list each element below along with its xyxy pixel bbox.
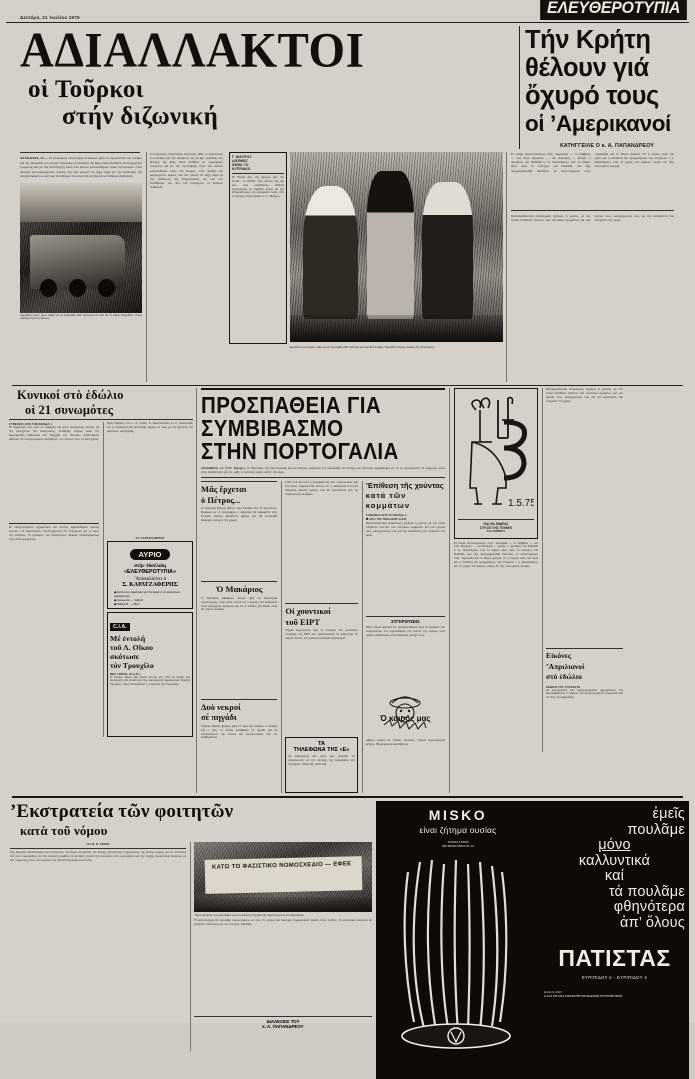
eirt-headline-1: Οἱ χουντικοί	[285, 606, 331, 617]
students-footer-kicker-2: κ. Α. ΠΑΠΑΝΔΡΕΟΥ	[262, 1024, 304, 1030]
right-misc-column	[449, 388, 627, 793]
karatzaferis-bullet-1: ◆ Λευκωσία — ’Αθήνα	[113, 597, 143, 602]
patistas-line-1: ἐμεῖς	[652, 806, 685, 823]
images-column-body: Προπαγανδιστική ἀνακοίνωση ἐξέδωσε ἡ χούντα, μέ τήν ὁποία ἐπιτίθεται ἐναντίον τῶν πολιτικῶν κομμάτων καί τῶν ἡγετῶν τους, κατηγορῶντας τους γιά τήν κατάσταση πού ἐπικρατεῖ στή χώρα.	[546, 388, 623, 403]
mavros-line2: ΘΕΜΑ ΤΟ	[232, 163, 249, 167]
students-body: Τήν Κυριακή Συνδιάσκεψη τῶν φοιτητικῶν συλλόγων ἀποφάσισε τήν ἔναρξη ἐκστρατείας ἐνημερώσεως τῆς κοινῆς γνώμης γιά τίς συνέπειες τοῦ νέου νομοσχεδίου γιά τήν ἀνώτατη παιδεία. Οἱ φοιτητές ζητοῦν τήν ἀπόσυρση τοῦ νομοσχεδίου καί τήν ἔναρξη οὐσιαστικοῦ διαλόγου μέ τήν συμμετοχή ὅλων τῶν φορέων τῆς πανεπιστημιακῆς κοινότητος.	[10, 851, 186, 862]
phones-body: Οἱ ἀναγνῶστες καί φίλοι μας μποροῦν νά ἐπικοινωνοῦν μέ τήν σύνταξη τῆς ἐφημερίδος στά τηλέφωνα: 3235.144, 3235.145.	[288, 755, 355, 766]
portugal-lead-text: Ὁ Πρόεδρος τῆς Πορτογαλίας Κόστα Γκόμες «φαίνεται ὅτι προσπαθεῖ νά πετύχη μιά πολιτική συμβιβασμό μέ τό νά προσκαλέση τά κόμματα, πίσω στήν Κυβέρνηση γιά νά λυθῆ ἡ πολιτική κρίση αὐτήν τήν ὥρα.	[201, 466, 445, 475]
students-body-2: Ἡ κινητοποίηση θά περιλάβη συγκεντρώσεις σέ ὅλες τίς σχολές καί διανομή ἐνημερωτικοῦ ὑλικοῦ στούς πολῖτες. Οἱ φοιτητικοί σύλλογοι θά ζητήσουν συνάντηση μέ τόν ὑπουργό Παιδείας.	[194, 919, 372, 927]
phones-box	[285, 737, 357, 793]
junta-body: Προπαγανδιστική ἀνακοίνωση ἐξέδωσε ἡ χούντα, μέ τήν ὁποία ἐπιτίθεται ἐναντίον τῶν πολιτικῶν κομμάτων καί τῶν ἡγετῶν τους, κατηγορῶντας τους γιά τήν κατάσταση πού ἐπικρατεῖ στή χώρα.	[365, 522, 445, 537]
petros-column	[201, 481, 277, 793]
patistas-line-7: φθηνότερα	[613, 899, 685, 916]
patistas-foot-2: ● ΚΑΙ ΜΕ ΜΙΑ ΕΠΙΣΚΕΨΗ ΠΡΟΣΩΠΙΚΗ ΕΞΥΠΗΡΕΤΗΣΗ	[543, 994, 623, 999]
patistas-line-4: καλλυντικά	[578, 852, 651, 869]
middle-rule	[12, 385, 683, 386]
petros-headline-2: ὁ Πέτρος...	[201, 494, 241, 505]
right-story-body: Σέ κλίμα συγκεντρώσεως στήν ’Αμαλιάδα — τό Σάββατο — καί στήν Ριζόμυλο — τήν Κυριακή — μίλησε ὁ πρόεδρος τοῦ ΠΑΣΟΚ κ. Α. Παπανδρέου, ἀπό τό ὑψηλό ὕψος πρός τό στέλεχος τοῦ ΠΑΣΟΚ, πού εἶχε προγραμματισθῆ ἰδιαίτερα, οἱ συγκεντρώσεις στήν ’Αμαλιάδα καί τό Πήλιο ἄφησαν ὅτι ἡ πορεία ὑπέρ τοῦ λαοῦ καί ἡ ἀντίθεσις θά προχωρήσουν. Στό Ριζόμυλο ὁ κ. Παπανδρέου, ἀπό τό μέρος τοῦ ἀγῶνος τονίζει ὅτι εἶχε πυκνωμένη ἀλλαγή.	[511, 152, 674, 173]
images-body: Οἱ φωτογραφίες τῶν κατηγορουμένων ἀξιωματικῶν πού καταλαμβάνουν τό ἐδώλιο τοῦ κατηγορουμένου δημοσιεύονται σέ ὅλες τίς ἐφημερίδες.	[546, 688, 623, 700]
upper-content-row	[6, 152, 689, 382]
trial-column	[6, 388, 196, 793]
images-column	[542, 388, 623, 752]
karatzaferis-line2: «ΕΛΕΥΘΕΡΟΤΥΠΙΑ»	[124, 569, 176, 575]
main-story-column	[6, 152, 146, 382]
petros-headline-1: Μᾶς ἔρχεται	[201, 484, 247, 495]
trial-body-col-1	[9, 422, 99, 737]
images-headline-2: ’Απριλιανοί	[546, 661, 585, 671]
masthead-logo: ΕΛΕΥΘΕΡΟΤΥΠΙΑ	[540, 0, 687, 20]
misko-tiny-1: ΤΕΛΕΙΑ ΓΕΥΣΗ	[447, 840, 469, 845]
students-column	[6, 801, 376, 1079]
main-subheadline-line2: στήν διζωνική	[62, 103, 219, 130]
portugal-column	[196, 388, 449, 793]
junta-column	[362, 481, 445, 793]
main-lead-dateline: ΛΕΥΚΩΣΙΑ, 21.—	[20, 156, 49, 160]
patistas-foot-1: ● ἀπό τό 1915	[543, 990, 562, 995]
sketch-column	[454, 388, 538, 752]
trial-kicker: ΣΥΝΕΧΕΙΑ ΑΠΟ ΤΗΝ ΣΕΛΙΔΑ 1	[9, 422, 53, 426]
trial-headline-1: Κυνικοί στὸ ἑδώλιο	[17, 388, 124, 402]
eirt-headline-2: τοῦ ΕΙΡΤ	[285, 616, 320, 627]
patistas-line-5: καί	[604, 868, 625, 885]
bottom-band	[6, 801, 689, 1079]
junta-headline-1: ’Επίθεση τῆς χούντας	[365, 481, 444, 491]
cia-line2: τοῦ Λ. Οἴκου	[109, 642, 154, 652]
patistas-line-6: τά πουλᾶμε	[608, 883, 685, 900]
cyprus-rally-caption: Δωρηθέντα μέσα ἔχουν λάβει γιά νά προληφθῆ κάθε ἀπόπειρα καί πάλι θά τὰ δοῦμε. Θυμηθεῖτε ἐπίσης ὀπαδούς τῆς ἀντιστάσεως.	[289, 345, 436, 349]
trial-headline-2: οἱ 21 συνωμότες	[25, 402, 114, 417]
well-body: Τραγικό θάνατο βρῆκαν χθές τό πρωί δύο ἄνδρες, ὁ πατέρας καί ὁ γιός, οἱ ὁποῖοι κατέβηκαν σέ πηγάδι γιά νά ἐπισκευάσουν τήν ἀντλία καί ἀσφυκτιοῦσαν ἀπό τίς ἀναθυμιάσεις.	[201, 724, 278, 740]
mavros-line1: ΔΙΕΘΝΕΣ	[232, 159, 248, 163]
cartoon-sketch-icon	[458, 392, 534, 512]
main-lead	[20, 156, 142, 179]
students-text-col	[10, 842, 186, 1051]
weather-title: Ὁ καιρός μας	[380, 714, 431, 724]
cia-line4: τόν Τρουχίλο	[109, 660, 154, 670]
portugal-lead	[201, 466, 445, 474]
armored-vehicle-caption: Δωρηθέντα μέσα ἔχουν λάβει γιά νά προληφθῆ κάθε ἀπόπειρα καί πάλι θά τὰ δοῦμε. Θυμηθεῖτε ἐπίσης ὀπαδούς τῆς ἀντιστάσεως.	[20, 314, 142, 321]
karatzaferis-bullet-0: ◆ Κάτι πολύ σημαντικό γιά τήν δράση τοῦ φασιστικοῦ παρακράτους	[113, 589, 181, 598]
patistas-address: ΕΥΡΙΠΙΔΟΥ 2 - ΕΥΡΙΠΙΔΟΥ 4	[581, 975, 648, 981]
weather-body: Αἴθριος καιρός μέ τοπικές νεφώσεις. Ἄνεμοι βορειοδυτικοί μέτριοι. Θερμοκρασία ἀμετάβλητη.	[365, 739, 445, 747]
middle-band	[6, 388, 689, 793]
students-content-row	[10, 842, 372, 1051]
petros-body: Ὁ πρίγκιπας Πέτρος φθάνει στήν Ἑλλάδα στίς 15 Αὐγούστου. Σύμφωνα μέ τό πρόγραμμα, ὁ πρίγκιπας θά παραμείνη στήν Ἑλλάδα περίπου δεκαπέντε ἡμέρες καί θά ἐπισκεφθῆ διάφορες περιοχές τῆς χώρας.	[201, 507, 278, 522]
top-bar	[6, 0, 689, 20]
trial-body: Ἡ συμμετοχή τῶν «21» σέ ἀνώμαλη καί μόνο συνωμοτική κίνηση, μέ τήν καταγγελία τοῦ εἰσαγγελέως, ἀπεδείχθη πλήρως κατά τήν ἀκροαματική διαδικασία πού διεξήχθη στό Ἔκτακτο Στρατοδικεῖο Ἀθηνῶν. Οἱ κατηγορούμενοι ἀρνήθηκαν στό σύνολό τους τίς κατηγορίες.	[9, 426, 99, 441]
date-line: Δευτέρα, 21 Ἰουλίου 1975	[20, 15, 80, 20]
karatzaferis-bullet-2: ◆ ΕΟΚΑ Β΄ — ΕΣΑ	[113, 601, 140, 606]
makarios-headline: Ὁ Μακάριος	[215, 584, 263, 595]
karatzaferis-line4: Σ. ΚΑΡΑΤΖΑΦΕΡΗΣ	[122, 581, 178, 588]
student-photo-caption: Πανό φοιτητῶν πού ἀναρτήθηκε κατά τή διάρκεια τῆς χθεσινῆς συγκεντρώσεως στά Προπύλαια.	[195, 913, 304, 917]
upper-text-1: Ὁ κυπριακός ἑλληνισμός ἀνανέωσε χθές τό ἀγωνιστικό του πνεῦμα καί τήν ἀπόφασή του νά μήν ὑποκύψη στή δύναμη τῆς βίας, ἀλλά ἀντίθετα νά προχωρήση ἑνωμένος καί μέ τήν ὑποστήριξη ὅλων τῶν ἄλλων φιλελευθέρων λαῶν τοῦ κόσμου, στόν σκληρό καί μακροχρόνιο ἀγώνα, πού δέν μπορεῖ νά λήξη παρά μέ τήν ἀνάκτηση τῆς ἀνεξαρτησίας του καί τῶν ἐλευθεριῶν του πού τοῦ ἐστέρησαν οἱ Τοῦρκοι εἰσβολεῖς.	[150, 152, 223, 190]
students-footer-kicker-1: ΔΙΑΛΕΞΕΙΣ ΤΟΥ	[266, 1019, 300, 1025]
right-headline-kicker: ΚΑΤΗΓΓΕΙΛΕ Ο κ. Α. ΠΑΠΑΝΔΡΕΟΥ	[559, 143, 655, 149]
student-banner-text: ΚΑΤΩ ΤΟ ΦΑΣΙΣΤΙΚΟ ΝΟΜΟΣΧΕΔΙΟ — ΕΦΕΕ	[211, 861, 352, 872]
misko-slogan: είναι ζήτημα ουσίας	[419, 825, 497, 836]
karatzaferis-kicker: ΣΤ. ΚΑΡΑΤΖΑΦΕΡΗΣ	[135, 536, 165, 540]
trial-body-col-2	[103, 422, 193, 737]
headline-row	[6, 22, 689, 149]
syg-body: Πέντε ἄτομα φέρεται ὅτι τραυματίσθηκαν κατά τή διάρκεια τῶν συγκρούσεων πού σημειώθηκαν στό κέντρο τῆς πόλεως, ὅταν ὁμάδες διαδηλωτῶν συνεπλάκησαν μεταξύ τους.	[365, 626, 445, 637]
sketch-caption-2: ΣΤΗ ΣΕΙ ΤΗΣ ΤΕΧΝΗΣ	[479, 526, 513, 531]
svg-text:1.5.75: 1.5.75	[508, 498, 534, 509]
cia-line1: Μέ ἐντολή	[109, 633, 146, 643]
sketch-caption-3: Τοῦ ΛΑΜΠΡΟΥ	[486, 530, 506, 534]
patistas-line-2: πουλᾶμε	[627, 821, 685, 838]
patistas-line-8: ἀπ’ ὅλους	[620, 914, 685, 931]
patistas-line-3: μόνο	[598, 837, 631, 854]
trial-body-right: Πρός Ρυθμίση τοῦ κ. Α. Στάθη, Κ. Κωνσταντάκη κ.λ.π. ἀνεκοινώθη ὅτι ἡ συνεδρίαση θά συνεχισθῆ σήμερα τό πρωί μέ τήν ἐξέταση τῶν μαρτύρων κατηγορίας.	[106, 422, 193, 433]
right-story-column	[506, 152, 678, 382]
portugal-subcolumns	[201, 481, 445, 793]
mavros-line3: ΚΥΠΡΙΑΚΟ	[232, 167, 251, 171]
karatzaferis-line3: ’Αποκαλύπτει ὁ	[134, 576, 166, 582]
portugal-headline-3: ΣΤΗΝ ΠΟΡΤΟΓΑΛΙΑ	[201, 439, 399, 465]
junta-bullet: ❶ ΑΠΟ ΤΗΣ ΘΡΑΚΙΚΗΣ ΖΩΗΣ	[365, 517, 407, 522]
mavros-row	[229, 152, 503, 344]
main-lead-text: Ὁ κυπριακός ἑλληνισμός ἀνανέωσε χθές τό ἀγωνιστικό του πνεῦμα καί τήν ἀπόφασή του νά μήν ὑποκύψη στή δύναμη τῆς βίας, ἀλλά ἀντίθετα νά προχωρήση ἑνωμένος καί μέ τήν ὑποστήριξη ὅλων τῶν ἄλλων φιλελευθέρων λαῶν τοῦ κόσμου, στόν σκληρό καί μακροχρόνιο ἀγώνα, πού δέν μπορεῖ νά λήξη παρά μέ τήν ἀνάκτηση τῆς ἀνεξαρτησίας του καί τῶν ἐλευθεριῶν του πού τοῦ ἐστέρησαν οἱ Τοῦρκοι εἰσβολεῖς.	[20, 156, 142, 178]
mavros-box	[229, 152, 287, 344]
lead-wrap	[6, 156, 146, 179]
students-byline: τοῦ Φ. Π. ΖΕΝΟΣ	[86, 842, 110, 847]
mavros-name: Γ. ΜΑΥΡΟΣ	[232, 155, 252, 159]
right-headline-line4: οἱ ’Αμερικανοί	[525, 111, 671, 136]
cia-line3: σκότωσε	[109, 651, 140, 661]
phones-line1: ΤΑ	[318, 741, 326, 748]
main-headline: ΑΔΙΑΛΛΑΚΤΟΙ	[20, 22, 365, 78]
weather-box	[366, 689, 445, 769]
portugal-headline-2: ΣΥΜΒΙΒΑΣΜΟ	[201, 416, 344, 442]
karatzaferis-box[interactable]	[107, 541, 193, 609]
misko-ad[interactable]	[376, 801, 540, 1079]
sketch-column-body: Σέ κλίμα συγκεντρώσεως στήν ’Αμαλιάδα — τό Σάββατο — καί στήν Ριζόμυλο — τήν Κυριακή — μίλησε ὁ πρόεδρος τοῦ ΠΑΣΟΚ κ. Α. Παπανδρέου, ἀπό τό ὑψηλό ὕψος πρός τό στέλεχος τοῦ ΠΑΣΟΚ, πού εἶχε προγραμματισθῆ ἰδιαίτερα, οἱ συγκεντρώσεις στήν ’Αμαλιάδα καί τό Πήλιο ἄφησαν ὅτι ἡ πορεία ὑπέρ τοῦ λαοῦ καί ἡ ἀντίθεσις θά προχωρήσουν. Στό Ριζόμυλο ὁ κ. Παπανδρέου, ἀπό τό μέρος τοῦ ἀγῶνος τονίζει ὅτι εἶχε πυκνωμένη ἀλλαγή.	[454, 541, 538, 568]
sketch-box	[454, 388, 538, 539]
mavros-body: Ἡ Ἑλλάς ἔχει τήν ἀξίωση ἀπό τήν Ε.Ο.Κ., τό ΝΑΤΟ, τούς φίλους της καί ἀπό τούς ὑπευθύνους διεθνεῖς ὀργανισμούς νά ληφθοῦν μέτρα γιά τήν ἀποκατάσταση τοῦ κυπριακοῦ λαοῦ, εἶπε ὁ ὑπουργός Ἐξωτερικῶν κ. Γ. Μαῦρος.	[232, 176, 284, 199]
students-headline-1: ’Εκστρατεία τῶν φοιτητῶν	[10, 801, 234, 823]
mavros-photo-column	[226, 152, 506, 382]
trial-body-row	[9, 422, 193, 737]
patistas-ad[interactable]	[540, 801, 689, 1079]
student-banner-photo	[194, 842, 372, 912]
right-headline-line1: Τήν Κρήτη	[525, 26, 651, 54]
well-headline-1: Δυὸ νεκροί	[201, 701, 241, 712]
right-story-body-2: Προπαγανδιστική ἀνακοίνωση ἐξέδωσε ἡ χούντα, μέ τήν ὁποία ἐπιτίθεται ἐναντίον τῶν πολιτικῶν κομμάτων καί τῶν ἡγετῶν τους, κατηγορῶντας τους γιά τήν κατάσταση πού ἐπικρατεῖ στή χώρα.	[511, 214, 674, 223]
well-headline-2: σέ πηγάδι	[201, 712, 237, 723]
right-headline-line3: ὄχυρό τους	[525, 82, 659, 110]
patistas-brand: ΠΑΤΙΣΤΑΣ	[558, 945, 671, 972]
students-headline-2: κατὰ τοῦ νόμου	[20, 823, 108, 839]
junta-kicker: ΣΥΝΕΧΕΙΑ ΑΠΟ ΤΗ ΣΕΛΙΔΑ 1	[365, 513, 407, 518]
cia-dateline: ΝΕΑ ΥΟΡΚΗ, 21 (Ι.Ρ.).	[109, 671, 141, 676]
karatzaferis-line1: στήν 16σέλιδη	[134, 563, 166, 569]
syg-headline: ΣΥΓΚΡΟΥΣΕΙΣ	[391, 619, 420, 625]
makarios-body: Ὁ Πρόεδρος Μακάριος μίλησε χθές σέ Πανκύπρια συγκέντρωση, στήν ὁποία τόνισε ὅτι ὁ ἀγώνας τοῦ κυπριακοῦ λαοῦ συνεχίζεται ἀμείωτος καί ὅτι οἱ ἐλπίδες γιά δίκαιη λύση δέν ἔχουν ἐκλείψει.	[201, 596, 278, 612]
portugal-body-column	[281, 481, 357, 793]
pasta-illustration-icon	[380, 852, 535, 1052]
armored-vehicle-photo	[20, 183, 142, 313]
right-headline-block	[519, 26, 689, 149]
upper-text-column-1	[146, 152, 226, 382]
tomorrow-pill: ΑΥΡΙΟ	[130, 549, 171, 560]
portugal-dateline: ΛΙΣΑΒΩΝΑ, 21. (’Ι.Ρ. Τηλεγρ.).	[201, 466, 246, 470]
bottom-rule	[12, 796, 683, 798]
portugal-body: Γιατί ἔτσι θά εἶναι ἡ ἀπομάκρυνση τῶν στρατιωτικῶν καί πολιτικῶν. Σημειώνεται πάντως ὅτι ἡ διαδικασία αὐτή θά διαρκέση ἀρκετές ἡμέρες, ἐνῶ 40 προσωπότες ἀπό τίς στρατιωτικές δυνάμεις.	[285, 481, 358, 496]
students-photo-col	[190, 842, 372, 1051]
cyprus-rally-photo	[290, 152, 503, 342]
main-subheadline	[6, 76, 519, 130]
sketch-caption-1: ΚΑΙ ΘΑ ΑΝΔΡΑΣ	[483, 522, 509, 526]
eirt-body: Ἔχομε δημοσιεύσει ἤδη τά ὀνόματα τῶν χουντικῶν στελεχῶν τοῦ ΕΙΡΤ πού ἐξακολουθοῦν νά ὑπηρετοῦν σέ καίριες θέσεις τοῦ ραδιοτηλεοπτικοῦ ὀργανισμοῦ.	[285, 629, 358, 640]
misko-tiny-2: ΜΕ ΜΙΣΚΟΤΙΡΙΝ Νο 10	[442, 844, 474, 849]
right-headline-line2: θέλουν γιά	[525, 54, 649, 82]
cia-box	[107, 612, 193, 737]
portugal-headline-1: ΠΡΟΣΠΑΘΕΙΑ ΓΙΑ	[201, 393, 382, 419]
main-headline-block	[6, 22, 519, 149]
images-headline-1: Εἰκόνες	[546, 651, 572, 660]
main-subheadline-line1: οἱ Τοῦρκοι	[28, 76, 144, 103]
phones-line2: ΤΗΛΕΦΩΝΑ ΤΗΣ «Ε»	[293, 747, 350, 754]
sun-face-icon	[372, 689, 438, 735]
trial-body-continued: Οἱ κατηγορούμενοι ἀξιωματικοί καί πολῖτες ἐμφανίσθηκαν κυνικοί ἐνώπιον τοῦ δικαστηρίου, ὑποστηρίζοντας ὅτι ἐνήργησαν γιά τό καλό τῆς πατρίδος. Ὁ πρόεδρος τοῦ δικαστηρίου διέκοψε ἐπανειλημμένως τούς ἀπολογουμένους.	[9, 526, 99, 541]
cia-label: C.I.A.	[110, 623, 130, 631]
lead-rule	[20, 152, 140, 153]
junta-headline-2: κατά τῶν κομμάτων	[365, 491, 411, 511]
misko-brand: MISKO	[428, 807, 488, 824]
cia-body: Ὁ Λευκός Οἶκος εἶχε δώσει ἐντολή στή CIA νά προβῆ στή δολοφονία τοῦ δικτάτορος τῆς Δομινικανῆς Δημοκρατίας Ραφαήλ Τρουχίλο, ὅπως ἀποκαλύπτει ἡ ἐπιτροπή τῆς Γερουσίας.	[109, 675, 190, 687]
images-kicker: ΕΙΔΗΣΗ ΤΟΥ ΣΥΝΤΑΚΤΗ	[546, 684, 581, 689]
images-headline-3: στὸ ἐδώλιο	[546, 672, 582, 681]
